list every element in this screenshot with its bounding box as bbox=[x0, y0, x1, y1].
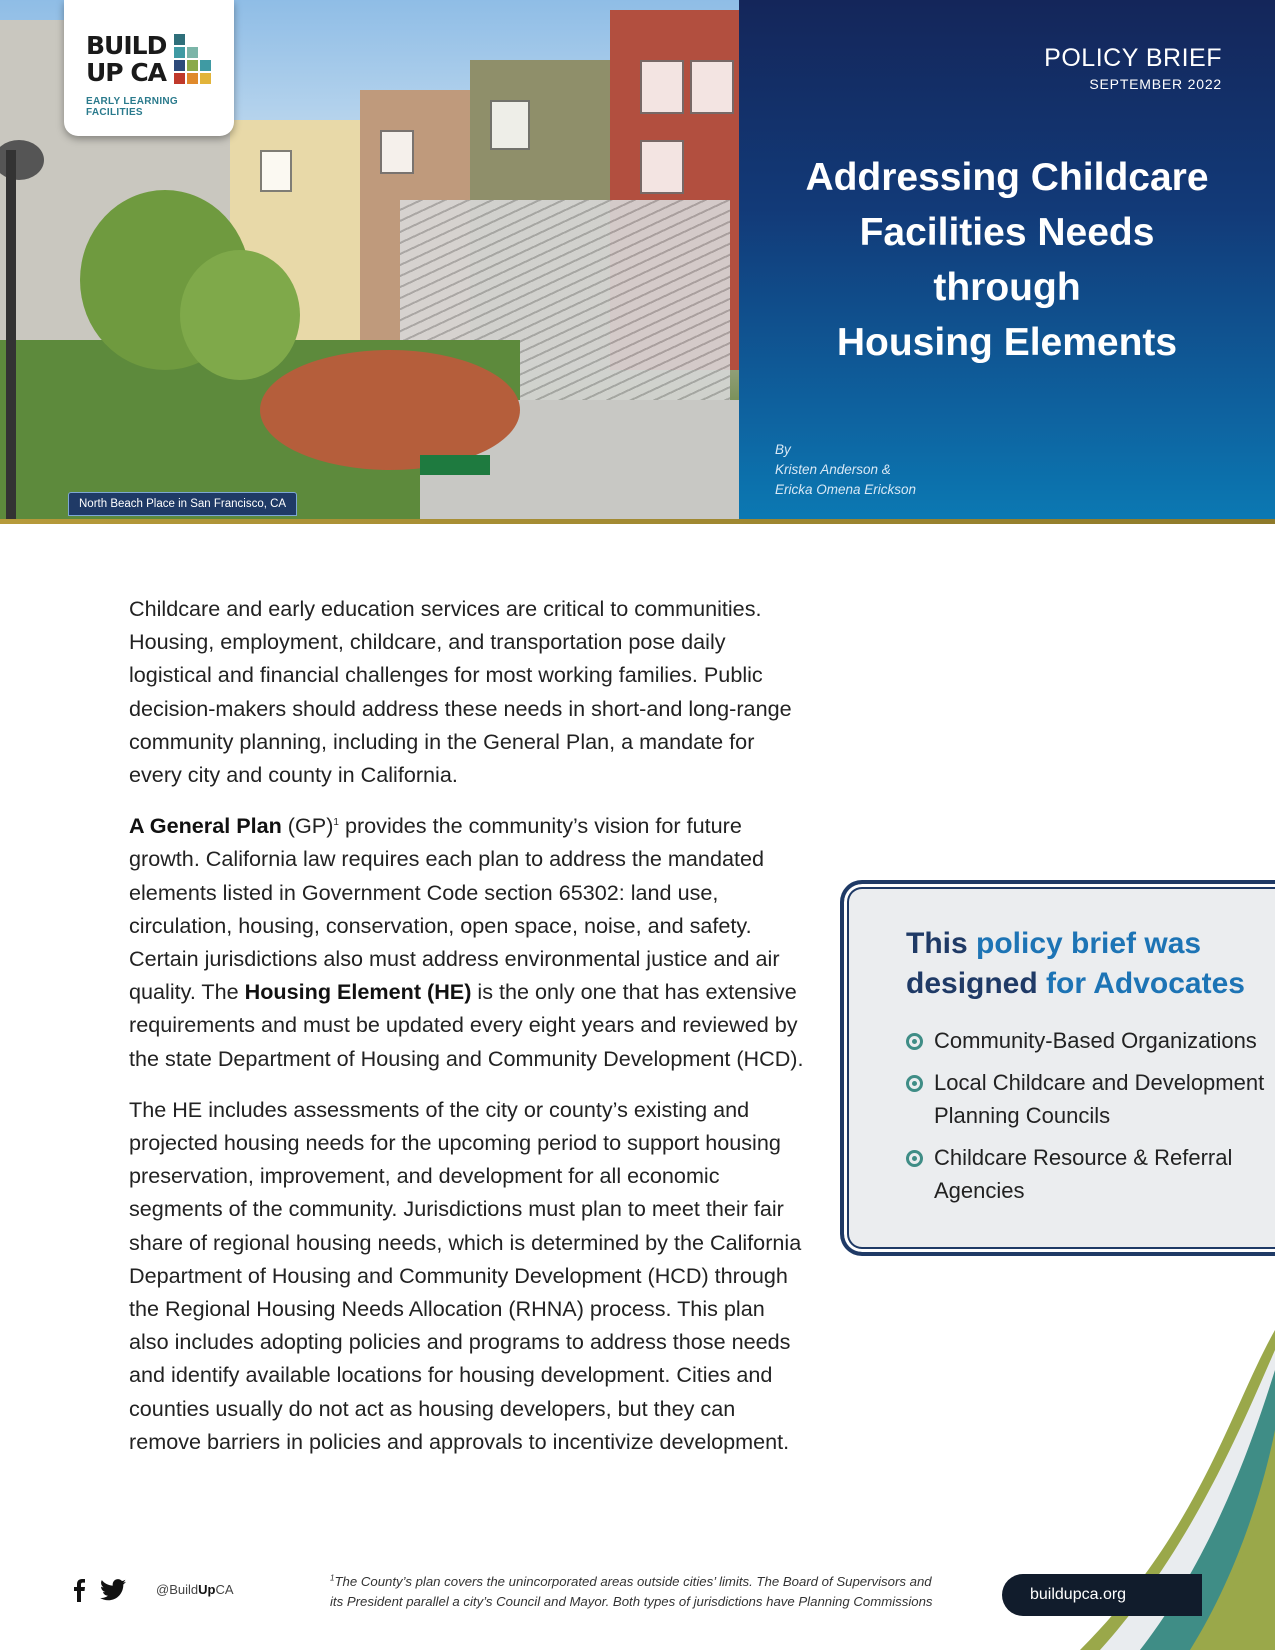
logo-square bbox=[187, 73, 198, 84]
build-up-ca-logo bbox=[64, 0, 234, 136]
logo-square bbox=[200, 60, 211, 71]
twitter-icon[interactable] bbox=[100, 1579, 126, 1601]
title-run: designed bbox=[906, 967, 1047, 1000]
list-item bbox=[904, 1066, 1275, 1132]
title-panel bbox=[739, 0, 1275, 521]
header-divider bbox=[0, 519, 1275, 524]
social-handle[interactable] bbox=[156, 1582, 234, 1597]
photo-window bbox=[260, 150, 292, 192]
list-item bbox=[904, 1024, 1275, 1057]
callout-title bbox=[906, 924, 1275, 1004]
text-run: (GP) bbox=[281, 813, 334, 839]
document-type: POLICY BRIEF bbox=[1044, 44, 1222, 72]
footnote bbox=[330, 1572, 940, 1612]
handle-run: @Build bbox=[156, 1582, 199, 1597]
photo-lamp-post bbox=[6, 150, 16, 521]
logo-square bbox=[174, 34, 185, 45]
photo-window bbox=[690, 60, 734, 114]
photo-window bbox=[490, 100, 530, 150]
byline-by: By bbox=[775, 442, 791, 457]
list-item-label: Community-Based Organizations bbox=[934, 1028, 1257, 1053]
paragraph: Childcare and early education services are critical to communities. Housing, employment, childcare, and transportation pose daily logistical and financial challenges for most working families. Public decision-makers should address these needs in short-and long-range community planning, including in the General Plan, a mandate for every city and county in California. bbox=[129, 596, 792, 788]
photo-caption: North Beach Place in San Francisco, CA bbox=[68, 492, 297, 516]
bullet-icon bbox=[906, 1075, 923, 1092]
title-line: Addressing Childcare bbox=[805, 156, 1209, 199]
text-run: is the only one that has extensive requirements and must be updated every eight years and reviewed by the state Department of Housing and Community Development (HCD). bbox=[129, 979, 804, 1071]
logo-square bbox=[174, 60, 185, 71]
title-line: Facilities Needs bbox=[859, 211, 1155, 254]
title-run: policy brief was bbox=[976, 927, 1202, 960]
title-run: This bbox=[906, 927, 977, 960]
bullet-icon bbox=[906, 1033, 923, 1050]
audience-callout bbox=[840, 880, 1275, 1256]
list-item bbox=[904, 1141, 1275, 1207]
logo-square bbox=[174, 73, 185, 84]
publication-date: SEPTEMBER 2022 bbox=[1089, 76, 1222, 92]
bold-term: A General Plan bbox=[129, 813, 282, 839]
title-line: through bbox=[933, 266, 1081, 309]
photo-picnic-table bbox=[420, 455, 490, 475]
handle-run: CA bbox=[215, 1582, 234, 1597]
logo-square bbox=[174, 47, 185, 58]
byline-author: Kristen Anderson & bbox=[775, 462, 891, 477]
bullet-icon bbox=[906, 1150, 923, 1167]
title-line: Housing Elements bbox=[836, 321, 1178, 364]
logo-wordmark: BUILD UP CA bbox=[86, 31, 167, 87]
photo-play-area bbox=[260, 350, 520, 470]
handle-run: Up bbox=[198, 1582, 216, 1597]
logo-square bbox=[187, 60, 198, 71]
audience-list bbox=[904, 1024, 1275, 1216]
list-item-label: Local Childcare and Development Planning Councils bbox=[934, 1070, 1265, 1128]
logo-subtitle: EARLY LEARNING FACILITIES bbox=[86, 96, 178, 118]
logo-square bbox=[187, 47, 198, 58]
paragraph: The HE includes assessments of the city or county’s existing and projected housing needs for the upcoming period to support housing preservation, improvement, and development for all economic segments of the community. Jurisdictions must plan to meet their fair share of regional housing needs, which is determined by the California Department of Housing and Community Development (HCD) through the Regional Housing Needs Allocation (RHNA) process. This plan also includes adopting policies and programs to address those needs and identify available locations for housing development. Cities and counties usually do not act as housing developers, but they can remove barriers in policies and approvals to incentivize development. bbox=[129, 1096, 802, 1454]
title-run: for Advocates bbox=[1046, 967, 1245, 1000]
bold-term: Housing Element (HE) bbox=[244, 979, 472, 1005]
byline bbox=[775, 440, 916, 500]
photo-tree bbox=[180, 250, 300, 380]
logo-square bbox=[200, 73, 211, 84]
document-title bbox=[739, 150, 1275, 370]
footnote-text: The County’s plan covers the unincorporated areas outside cities’ limits. The Board of Supervisors and its President parallel a city’s Council and Mayor. Both types of jurisdictions have Planning Commissions bbox=[330, 1574, 933, 1609]
photo-window bbox=[640, 140, 684, 194]
list-item-label: Childcare Resource & Referral Agencies bbox=[934, 1145, 1233, 1203]
text-run: provides the community’s vision for future growth. California law requires each plan to address the mandated elements listed in Government Code section 65302: land use, circulation, housing, conservation, open space, noise, and safety. Certain jurisdictions also must address environmental justice and air quality. The bbox=[129, 813, 780, 1005]
photo-window bbox=[380, 130, 414, 174]
website-link[interactable]: buildupca.org bbox=[1002, 1574, 1202, 1616]
main-text bbox=[129, 592, 804, 1476]
facebook-icon[interactable] bbox=[72, 1578, 86, 1602]
footnote-marker[interactable]: 1 bbox=[333, 817, 339, 829]
byline-author: Ericka Omena Erickson bbox=[775, 482, 917, 497]
footnote-number: 1 bbox=[330, 1573, 335, 1583]
photo-window bbox=[640, 60, 684, 114]
paragraph bbox=[129, 809, 804, 1075]
social-links bbox=[72, 1578, 126, 1602]
